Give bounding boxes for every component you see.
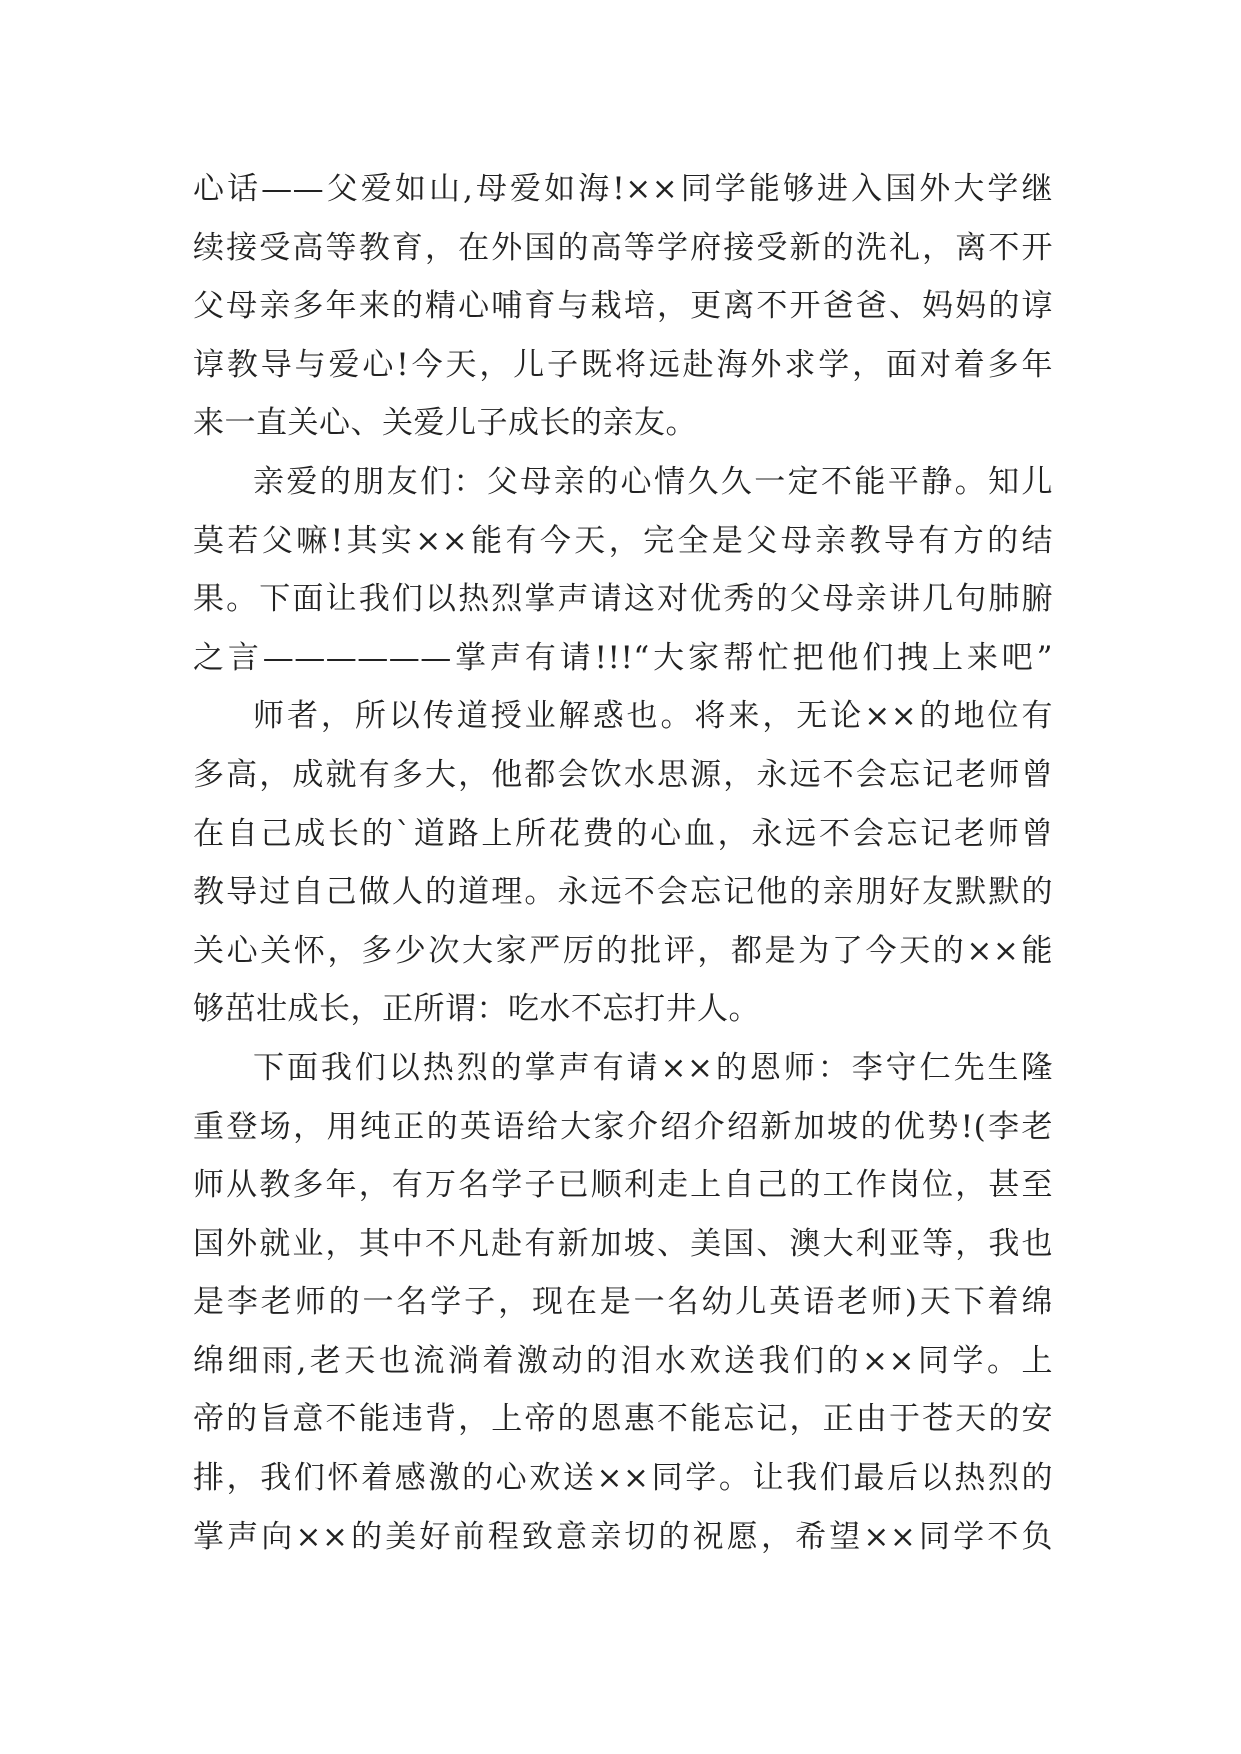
text-line: 够茁壮成长，正所谓：吃水不忘打井人。 [193, 991, 760, 1028]
text-line: 掌声向××的美好前程致意亲切的祝愿，希望××同学不负 [193, 1518, 1053, 1555]
text-line: 绵细雨,老天也流淌着激动的泪水欢送我们的××同学。上 [193, 1342, 1053, 1379]
text-line: 国外就业，其中不凡赴有新加坡、美国、澳大利亚等，我也 [193, 1225, 1053, 1262]
text-line: 之言——————掌声有请!!!“大家帮忙把他们拽上来吧” [193, 639, 1053, 676]
text-line: 谆教导与爱心!今天，儿子既将远赴海外求学，面对着多年 [193, 346, 1053, 383]
text-line: 多高，成就有多大，他都会饮水思源，永远不会忘记老师曾 [193, 756, 1053, 793]
text-line: 是李老师的一名学子，现在是一名幼儿英语老师)天下着绵 [193, 1284, 1053, 1321]
text-line: 果。下面让我们以热烈掌声请这对优秀的父母亲讲几句肺腑 [193, 581, 1053, 618]
text-line: 重登场，用纯正的英语给大家介绍介绍新加坡的优势!(李老 [193, 1108, 1053, 1145]
text-line: 续接受高等教育，在外国的高等学府接受新的洗礼，离不开 [193, 229, 1053, 266]
text-line: 在自己成长的`道路上所花费的心血，永远不会忘记老师曾 [193, 815, 1053, 852]
text-line: 父母亲多年来的精心哺育与栽培，更离不开爸爸、妈妈的谆 [193, 288, 1053, 325]
body-text [193, 160, 1053, 1566]
text-line: 排，我们怀着感激的心欢送××同学。让我们最后以热烈的 [193, 1460, 1053, 1497]
text-line: 师从教多年，有万名学子已顺利走上自己的工作岗位，甚至 [193, 1167, 1053, 1204]
text-line: 关心关怀，多少次大家严厉的批评，都是为了今天的××能 [193, 932, 1053, 969]
text-line: 教导过自己做人的道理。永远不会忘记他的亲朋好友默默的 [193, 874, 1053, 911]
text-line: 来一直关心、关爱儿子成长的亲友。 [193, 405, 697, 442]
text-line: 帝的旨意不能违背，上帝的恩惠不能忘记，正由于苍天的安 [193, 1401, 1053, 1438]
text-line: 莫若父嘛!其实××能有今天，完全是父母亲教导有方的结 [193, 522, 1053, 559]
text-line: 师者，所以传道授业解惑也。将来，无论××的地位有 [253, 698, 1053, 735]
text-line: 亲爱的朋友们：父母亲的心情久久一定不能平静。知儿 [253, 463, 1053, 500]
text-line: 心话——父爱如山,母爱如海!××同学能够进入国外大学继 [193, 171, 1053, 207]
text-line: 下面我们以热烈的掌声有请××的恩师：李守仁先生隆 [253, 1049, 1053, 1086]
